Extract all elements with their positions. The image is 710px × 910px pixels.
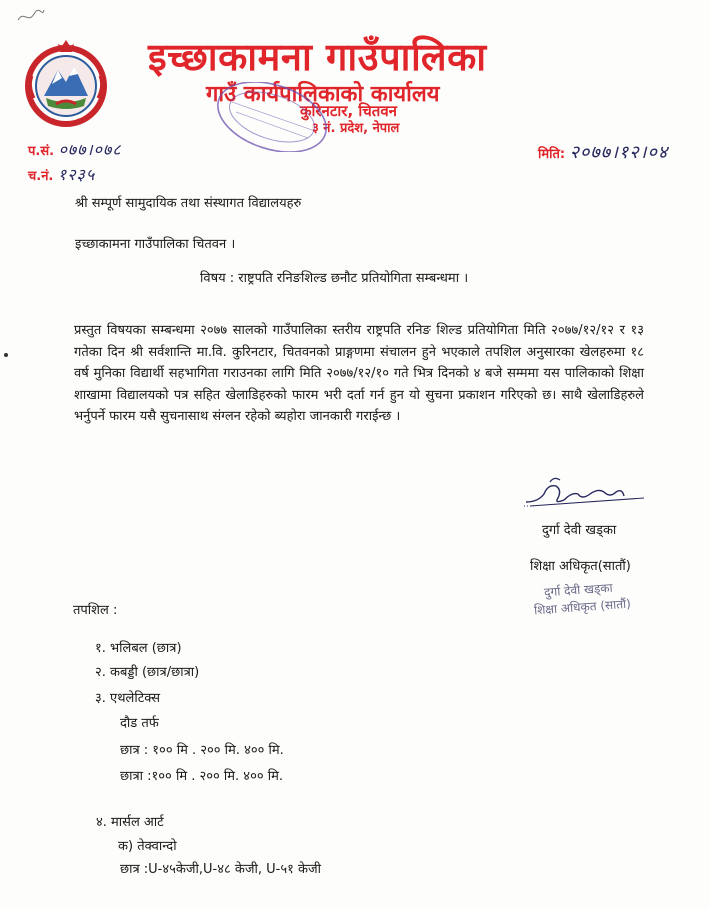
date-label: मिति: (538, 147, 566, 162)
race-female: छात्रा :१०० मि . २०० मि. ४०० मि. (120, 769, 283, 784)
letter-date (538, 140, 668, 164)
office-province: ३ नं. प्रदेश, नेपाल (312, 121, 400, 136)
tapashil-item-1: १. भलिबल (छात्र) (95, 641, 182, 656)
recipient-line-1: श्री सम्पूर्ण सामुदायिक तथा संस्थागत विद्यालयहरु (75, 196, 302, 211)
reference-patra (28, 138, 122, 160)
reference-chalani (28, 163, 95, 185)
tapashil-heading: तपशिल : (73, 603, 118, 618)
race-heading: दौड तर्फ (120, 716, 159, 731)
chalani-value: १२३५ (57, 165, 96, 184)
tapashil-item-2: २. कबड्डी (छात्र/छात्रा) (95, 665, 200, 680)
patra-value: ०७७।०७८ (58, 140, 122, 159)
tapashil-item-4: ४. मार्सल आर्ट (96, 815, 164, 830)
office-name: गाउँ कार्यपालिकाको कार्यालय (206, 82, 440, 107)
stamp-signatory-title: शिक्षा अधिकृत (सातौं) (533, 596, 632, 618)
signatory-title: शिक्षा अधिकृत(सातौं) (530, 559, 631, 574)
signature-icon (520, 472, 650, 512)
recipient-line-2: इच्छाकामना गाउँपालिका चितवन । (75, 237, 236, 252)
patra-label: प.सं. (28, 144, 55, 159)
signatory-name: दुर्गा देवी खड्का (542, 523, 617, 538)
corner-mark-icon (16, 6, 46, 26)
race-male: छात्र : १०० मि . २०० मि. ४०० मि. (120, 743, 284, 758)
margin-dot (4, 353, 8, 357)
office-stamp-icon (212, 82, 332, 152)
date-value: २०७७।१२।०४ (569, 142, 669, 163)
tapashil-item-4-weights: छात्र :U-४५केजी,U-४८ केजी, U-५१ केजी (120, 862, 321, 877)
stamp-signatory-name: दुर्गा देवी खड्का (543, 580, 614, 600)
tapashil-item-3: ३. एथलेटिक्स (95, 691, 161, 706)
letter-body: प्रस्तुत विषयका सम्बन्धमा २०७७ सालको गाउँपालिका स्तरीय राष्ट्रपति रनिङ शिल्ड प्रतियोगिता मिति २०७७/१२/१२ र १३ गतेका दिन श्री सर्वशान्ति मा.वि. कुरिनटार, चितवनको प्राङ्गणमा संचालन हुने भएकाले तपशिल अनुसारका खेलहरुमा १८ वर्ष मुनिका विद्यार्थी सहभागिता गराउनका लागि मिति २०७७/१२/१० गते भित्र दिनको ४ बजे सम्ममा यस पालिकाको शिक्षा शाखामा विद्यालयको पत्र सहित खेलाडिहरुको फारम भरी दर्ता गर्न हुन यो सुचना प्रकाशन गरिएको छ। साथै खेलाडिहरुले भर्नुपर्ने फारम यसै सुचनासाथ संग्लन रहेको ब्यहोरा जानकारी गराईन्छ । (74, 323, 644, 424)
tapashil-item-4-sub: क) तेक्वान्दो (118, 839, 177, 854)
letter-subject: विषय : राष्ट्रपति रनिङशिल्ड छनौट प्रतियोगिता सम्बन्धमा । (200, 271, 469, 286)
chalani-label: च.नं. (28, 169, 54, 184)
nepal-emblem-icon (22, 40, 110, 128)
office-address: कुरिनटार, चितवन (300, 102, 397, 120)
organization-name: इच्छाकामना गाउँपालिका (148, 35, 487, 79)
